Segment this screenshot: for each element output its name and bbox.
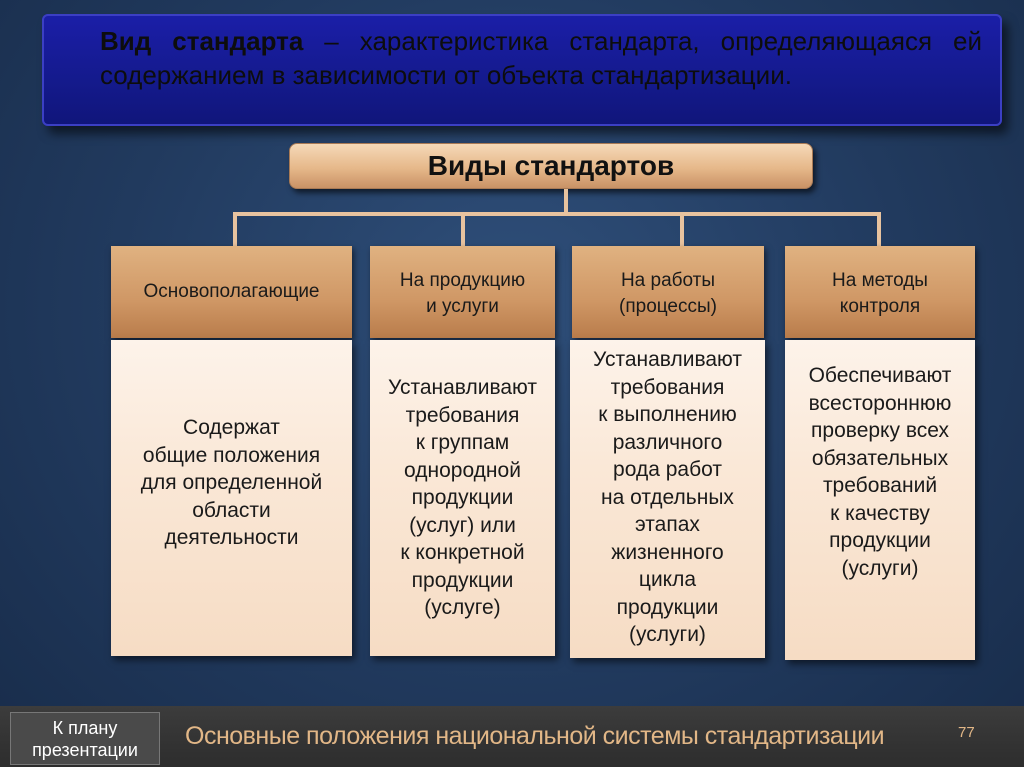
page-number: 77 [958, 724, 975, 741]
connector-horizontal [233, 212, 881, 216]
connector-drop-4 [877, 212, 881, 246]
connector-drop-1 [233, 212, 237, 246]
diagram-title: Виды стандартов [289, 143, 813, 189]
definition-box [42, 14, 1002, 126]
connector-drop-2 [461, 212, 465, 246]
footer-title: Основные положения национальной системы стандартизации [185, 722, 885, 750]
category-header-fundamental: Основополагающие [111, 246, 352, 338]
back-to-plan-button[interactable]: К плану презентации [10, 712, 160, 765]
category-body-products: Устанавливают требования к группам однородной продукции (услуг) или к конкретной продукции (услуге) [370, 340, 555, 656]
category-header-products: На продукцию и услуги [370, 246, 555, 338]
definition-text: – характеристика стандарта, определяющаяся ей содержанием в зависимости от объекта стандартизации. [100, 26, 982, 90]
definition-term: Вид стандарта [100, 26, 304, 56]
category-body-control-methods: Обеспечивают всестороннюю проверку всех обязательных требований к качеству продукции (услуги) [785, 340, 975, 660]
connector-vertical-main [564, 189, 568, 214]
category-body-fundamental: Содержат общие положения для определенной области деятельности [111, 340, 352, 656]
connector-drop-3 [680, 212, 684, 246]
category-header-works: На работы (процессы) [572, 246, 764, 338]
category-body-works: Устанавливают требования к выполнению различного рода работ на отдельных этапах жизненного цикла продукции (услуги) [570, 340, 765, 658]
category-header-control-methods: На методы контроля [785, 246, 975, 338]
